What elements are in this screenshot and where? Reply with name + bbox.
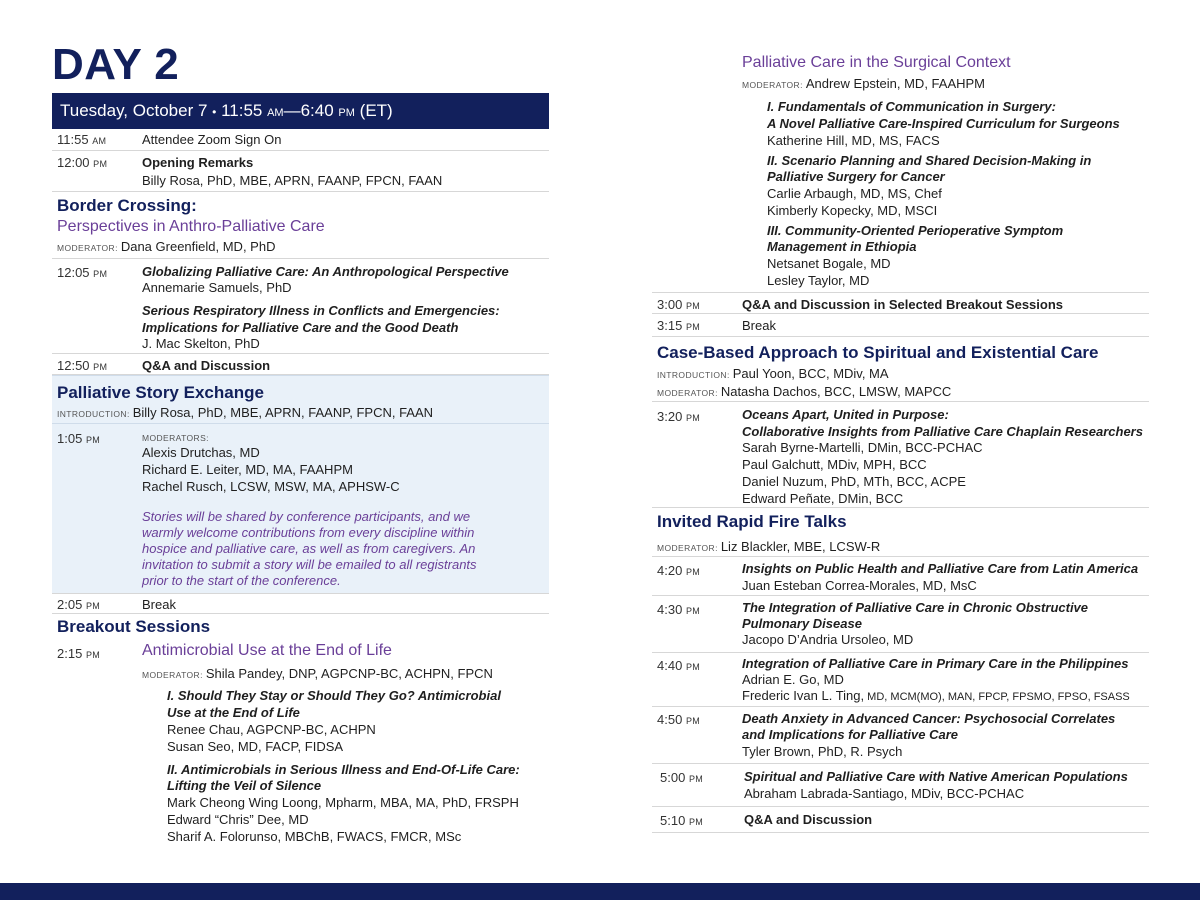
time-label: 1:05 PM [57, 431, 101, 446]
time-label: 4:30 PM [657, 602, 701, 617]
date-separator: • [212, 105, 217, 119]
moderator: Rachel Rusch, LCSW, MSW, MA, APHSW-C [142, 479, 400, 494]
speaker: Katherine Hill, MD, MS, FACS [767, 133, 940, 148]
session-title: Opening Remarks [142, 155, 254, 170]
session-text: Break [742, 318, 776, 333]
schedule-row [652, 556, 1149, 596]
speaker: Sharif A. Folorunso, MBChB, FWACS, FMCR, MSc [167, 829, 462, 844]
session-title: Lifting the Veil of Silence [167, 778, 322, 793]
speaker: Mark Cheong Wing Loong, Mpharm, MBA, MA, PhD, FRSPH [167, 795, 519, 810]
speaker: Edward Peñate, DMin, BCC [742, 491, 904, 506]
story-note: warmly welcome contributions from every discipline within [142, 525, 475, 540]
session-title: II. Scenario Planning and Shared Decision-Making in [767, 153, 1092, 168]
speaker: J. Mac Skelton, PhD [142, 336, 260, 351]
time-label: 2:05 PM [57, 597, 101, 612]
speaker: Susan Seo, MD, FACP, FIDSA [167, 739, 344, 754]
time-label: 5:10 PM [660, 813, 704, 828]
session-title: I. Should They Stay or Should They Go? Antimicrobial [167, 688, 501, 703]
time-label: 12:05 PM [57, 265, 108, 280]
section-heading: Border Crossing: [57, 196, 197, 215]
schedule-row [652, 807, 1149, 833]
section-heading: Palliative Story Exchange [57, 383, 264, 402]
end-time: 6:40 [300, 101, 334, 120]
dash: — [283, 101, 301, 120]
schedule-row [52, 593, 549, 614]
time-label: 3:20 PM [657, 409, 701, 424]
schedule-row [52, 151, 549, 192]
speaker: Carlie Arbaugh, MD, MS, Chef [767, 186, 942, 201]
time-label: 11:55 AM [57, 132, 107, 147]
time-label: 3:00 PM [657, 297, 701, 312]
moderator-line: MODERATOR: Liz Blackler, MBE, LCSW-R [657, 539, 881, 554]
session-title: III. Community-Oriented Perioperative Symptom [767, 223, 1064, 238]
schedule-row [652, 707, 1149, 764]
start-time: 11:55 [221, 101, 263, 120]
speaker: Abraham Labrada-Santiago, MDiv, BCC-PCHAC [744, 786, 1025, 801]
session-title: Q&A and Discussion [744, 812, 873, 827]
moderator: Richard E. Leiter, MD, MA, FAAHPM [142, 462, 353, 477]
speaker: Netsanet Bogale, MD [767, 256, 891, 271]
speaker: Jacopo D’Andria Ursoleo, MD [742, 632, 914, 647]
time-label: 4:40 PM [657, 658, 701, 673]
session-title: Oceans Apart, United in Purpose: [742, 407, 949, 422]
session-title: Death Anxiety in Advanced Cancer: Psychosocial Correlates [742, 711, 1116, 726]
timezone: (ET) [359, 101, 393, 120]
footer-bar [0, 883, 1200, 900]
schedule-row [52, 258, 549, 354]
story-note: hospice and palliative care, as well as from caregivers. An [142, 541, 476, 556]
section-heading: Case-Based Approach to Spiritual and Existential Care [657, 343, 1099, 362]
schedule-row [652, 653, 1149, 707]
introduction-line: INTRODUCTION: Paul Yoon, BCC, MDiv, MA [657, 366, 889, 381]
schedule-row [652, 401, 1149, 508]
introduction-line: INTRODUCTION: Billy Rosa, PhD, MBE, APRN, FAANP, FPCN, FAAN [57, 405, 434, 420]
session-title: Spiritual and Palliative Care with Native American Populations [744, 769, 1128, 784]
session-title: Collaborative Insights from Palliative Care Chaplain Researchers [742, 424, 1143, 439]
date-text: Tuesday, October 7 [60, 101, 208, 120]
date-bar [52, 93, 549, 129]
moderator-line: MODERATOR: Natasha Dachos, BCC, LMSW, MAPCC [657, 384, 952, 399]
schedule-row [52, 129, 549, 151]
speaker: Kimberly Kopecky, MD, MSCI [767, 203, 938, 218]
schedule-row [652, 314, 1149, 337]
session-title: Palliative Surgery for Cancer [767, 169, 945, 184]
speaker: Tyler Brown, PhD, R. Psych [742, 744, 903, 759]
section-subheading: Antimicrobial Use at the End of Life [142, 642, 392, 659]
speaker: Billy Rosa, PhD, MBE, APRN, FAANP, FPCN, FAAN [142, 173, 443, 188]
session-title: Pulmonary Disease [742, 616, 862, 631]
schedule-row [52, 423, 549, 593]
session-title: Q&A and Discussion [142, 358, 271, 373]
story-note: invitation to submit a story will be emailed to all registrants [142, 557, 477, 572]
moderator-line: MODERATOR: Shila Pandey, DNP, AGPCNP-BC, ACHPN, FPCN [142, 666, 493, 681]
time-label: 2:15 PM [57, 646, 101, 661]
story-note: prior to the start of the conference. [142, 573, 341, 588]
moderators-tag: MODERATORS: [142, 433, 209, 443]
time-label: 12:50 PM [57, 358, 108, 373]
session-title: Use at the End of Life [167, 705, 300, 720]
speaker: Frederic Ivan L. Ting, MD, MCM(MO), MAN, FPCP, FPSMO, FPSO, FSASS [742, 688, 1130, 703]
session-title: Insights on Public Health and Palliative Care from Latin America [742, 561, 1139, 576]
time-label: 3:15 PM [657, 318, 701, 333]
session-text: Attendee Zoom Sign On [142, 132, 282, 147]
time-label: 4:50 PM [657, 712, 701, 727]
schedule-row [652, 596, 1149, 653]
end-ampm: PM [338, 107, 355, 119]
speaker: Paul Galchutt, MDiv, MPH, BCC [742, 457, 927, 472]
session-title: Implications for Palliative Care and the Good Death [142, 320, 459, 335]
speaker: Adrian E. Go, MD [742, 672, 844, 687]
section-heading: Invited Rapid Fire Talks [657, 512, 847, 531]
session-title: Integration of Palliative Care in Primary Care in the Philippines [742, 656, 1129, 671]
time-label: 5:00 PM [660, 770, 704, 785]
session-title: II. Antimicrobials in Serious Illness and End-Of-Life Care: [167, 762, 520, 777]
day-title: DAY 2 [52, 40, 180, 89]
session-title: Globalizing Palliative Care: An Anthropological Perspective [142, 264, 509, 279]
session-title: I. Fundamentals of Communication in Surgery: [767, 99, 1056, 114]
section-subheading: Perspectives in Anthro-Palliative Care [57, 218, 325, 235]
session-title: Management in Ethiopia [767, 239, 917, 254]
story-note: Stories will be shared by conference participants, and we [142, 509, 471, 524]
moderator-line: MODERATOR: Andrew Epstein, MD, FAAHPM [742, 76, 985, 91]
time-label: 12:00 PM [57, 155, 108, 170]
speaker: Juan Esteban Correa-Morales, MD, MsC [742, 578, 977, 593]
speaker: Renee Chau, AGPCNP-BC, ACHPN [167, 722, 376, 737]
moderator: Alexis Drutchas, MD [142, 445, 260, 460]
speaker: Edward “Chris” Dee, MD [167, 812, 309, 827]
moderator-line: MODERATOR: Dana Greenfield, MD, PhD [57, 239, 276, 254]
speaker: Annemarie Samuels, PhD [142, 280, 292, 295]
section-heading: Breakout Sessions [57, 617, 211, 636]
schedule-row [652, 292, 1149, 314]
schedule-row [652, 764, 1149, 807]
speaker: Sarah Byrne-Martelli, DMin, BCC-PCHAC [742, 440, 983, 455]
section-subheading: Palliative Care in the Surgical Context [742, 54, 1011, 71]
session-title: Serious Respiratory Illness in Conflicts and Emergencies: [142, 303, 500, 318]
session-title: A Novel Palliative Care-Inspired Curriculum for Surgeons [767, 116, 1120, 131]
schedule-row [52, 354, 549, 375]
session-text: Break [142, 597, 176, 612]
session-title: and Implications for Palliative Care [742, 727, 959, 742]
time-label: 4:20 PM [657, 563, 701, 578]
session-title: Q&A and Discussion in Selected Breakout Sessions [742, 297, 1064, 312]
speaker: Daniel Nuzum, PhD, MTh, BCC, ACPE [742, 474, 966, 489]
session-title: The Integration of Palliative Care in Chronic Obstructive [742, 600, 1089, 615]
start-ampm: AM [267, 107, 284, 119]
speaker: Lesley Taylor, MD [767, 273, 870, 288]
